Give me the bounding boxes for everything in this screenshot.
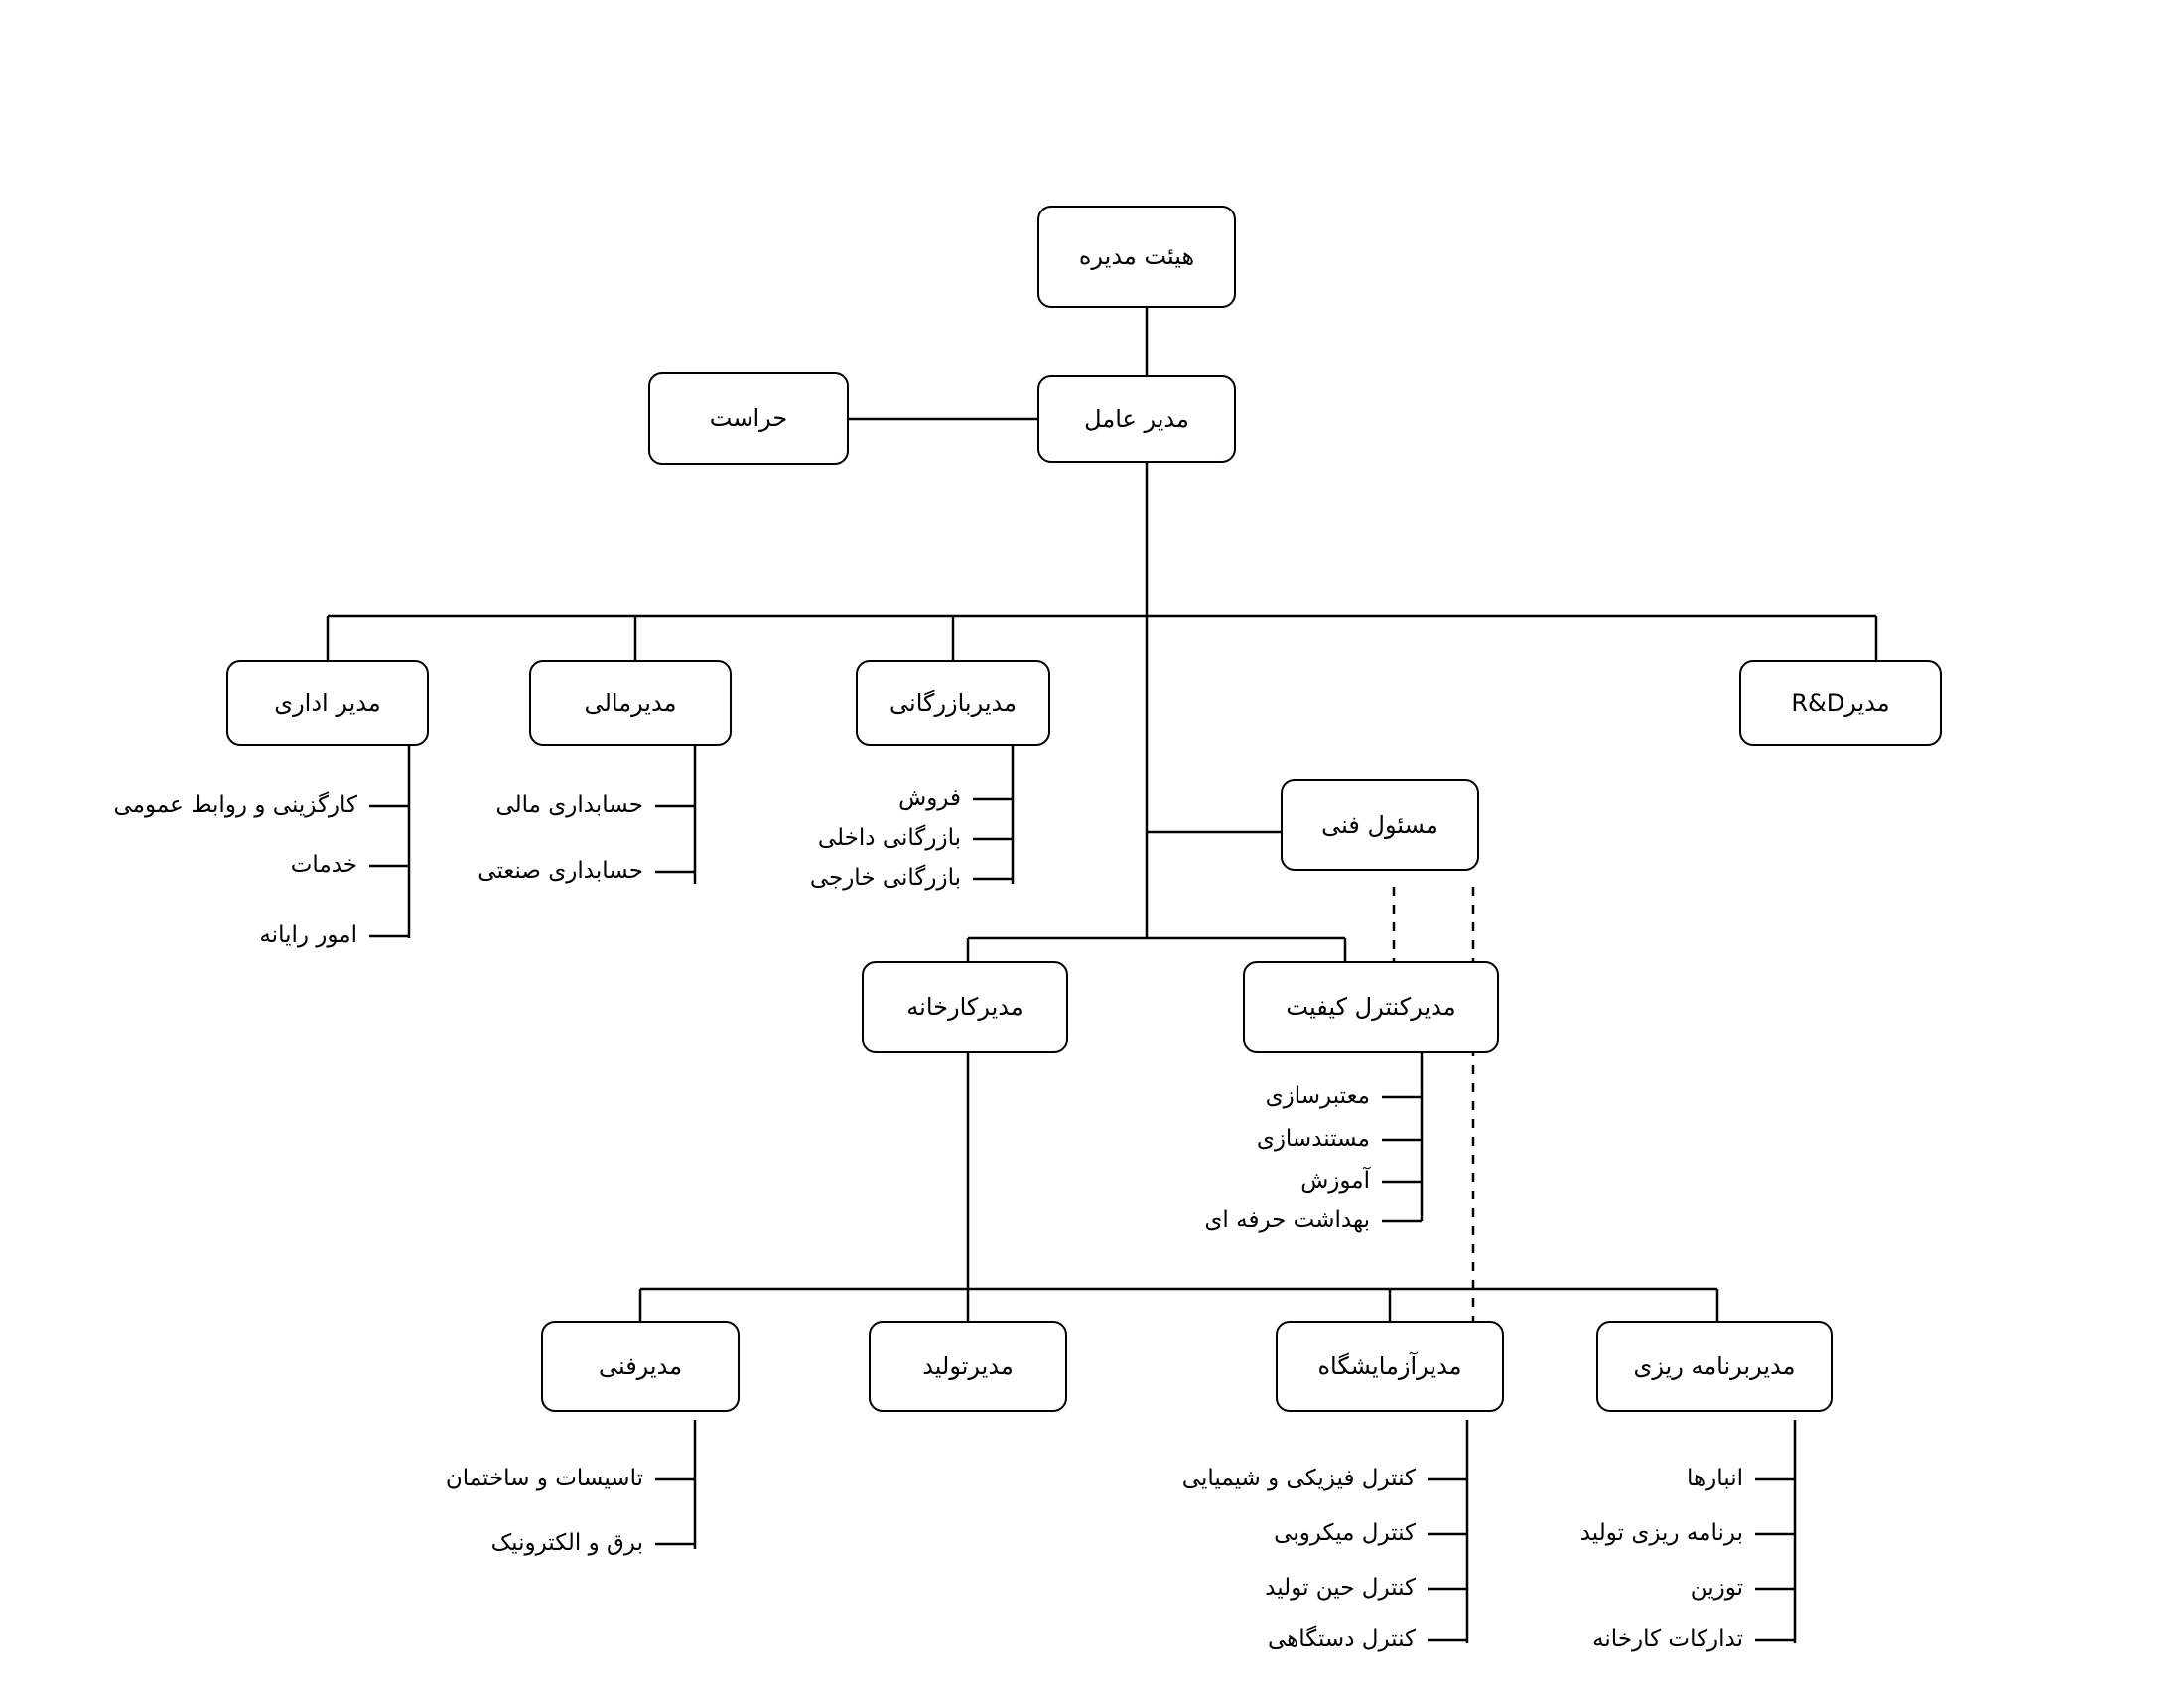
leaf-lab-2: کنترل حین تولید [1265, 1575, 1416, 1601]
node-finance-manager[interactable] [529, 660, 732, 746]
leaf-qc-2: آموزش [1300, 1168, 1370, 1194]
node-ceo-label: مدیر عامل [1084, 404, 1189, 433]
node-admin-manager[interactable] [226, 660, 429, 746]
leaf-planning-1: برنامه ریزی تولید [1579, 1520, 1743, 1546]
leaf-admin-1: خدمات [290, 852, 357, 878]
leaf-commercial-1: بازرگانی داخلی [817, 825, 961, 851]
leaf-lab-1: کنترل میکروبی [1274, 1520, 1416, 1546]
node-engineering-manager[interactable] [541, 1321, 740, 1412]
node-rnd-manager-label: مدیرR&D [1791, 688, 1890, 717]
leaf-planning-2: توزین [1690, 1575, 1743, 1601]
node-security-label: حراست [709, 404, 788, 433]
node-commercial-manager-label: مدیربازرگانی [889, 688, 1017, 717]
leaf-engineering-0: تاسیسات و ساختمان [445, 1466, 643, 1491]
node-lab-manager[interactable] [1276, 1321, 1504, 1412]
node-factory-manager[interactable] [862, 961, 1068, 1053]
node-admin-manager-label: مدیر اداری [274, 688, 381, 717]
leaf-qc-3: بهداشت حرفه ای [1204, 1207, 1370, 1233]
leaf-qc-0: معتبرسازی [1265, 1083, 1370, 1109]
leaf-planning-3: تدارکات کارخانه [1592, 1626, 1743, 1652]
node-planning-manager-label: مدیربرنامه ریزی [1633, 1351, 1796, 1380]
node-security[interactable] [648, 372, 849, 465]
leaf-planning-0: انبارها [1687, 1466, 1743, 1491]
node-production-manager-label: مدیرتولید [922, 1351, 1014, 1380]
leaf-finance-1: حسابداری صنعتی [478, 858, 643, 884]
leaf-lab-0: کنترل فیزیکی و شیمیایی [1181, 1466, 1416, 1491]
leaf-finance-0: حسابداری مالی [495, 792, 643, 818]
leaf-qc-1: مستندسازی [1256, 1126, 1370, 1152]
leaf-engineering-1: برق و الکترونیک [490, 1530, 643, 1556]
node-rnd-manager[interactable] [1739, 660, 1942, 746]
node-board-label: هیئت مدیره [1078, 242, 1195, 271]
leaf-commercial-0: فروش [898, 785, 961, 811]
node-finance-manager-label: مدیرمالی [584, 688, 677, 717]
node-ceo[interactable] [1037, 375, 1236, 463]
leaf-admin-2: امور رایانه [259, 922, 357, 948]
leaf-lab-3: کنترل دستگاهی [1267, 1626, 1416, 1652]
node-qc-manager[interactable] [1243, 961, 1499, 1053]
node-technical-officer-label: مسئول فنی [1321, 810, 1438, 839]
node-technical-officer[interactable] [1281, 779, 1479, 871]
node-engineering-manager-label: مدیرفنی [598, 1351, 683, 1380]
leaf-commercial-2: بازرگانی خارجی [809, 865, 961, 891]
node-production-manager[interactable] [869, 1321, 1067, 1412]
node-factory-manager-label: مدیرکارخانه [906, 992, 1024, 1021]
node-commercial-manager[interactable] [856, 660, 1050, 746]
node-board[interactable] [1037, 206, 1236, 308]
leaf-admin-0: کارگزینی و روابط عمومی [113, 792, 357, 818]
node-qc-manager-label: مدیرکنترل کیفیت [1286, 992, 1456, 1021]
node-planning-manager[interactable] [1596, 1321, 1833, 1412]
node-lab-manager-label: مدیرآزمایشگاه [1317, 1351, 1462, 1380]
